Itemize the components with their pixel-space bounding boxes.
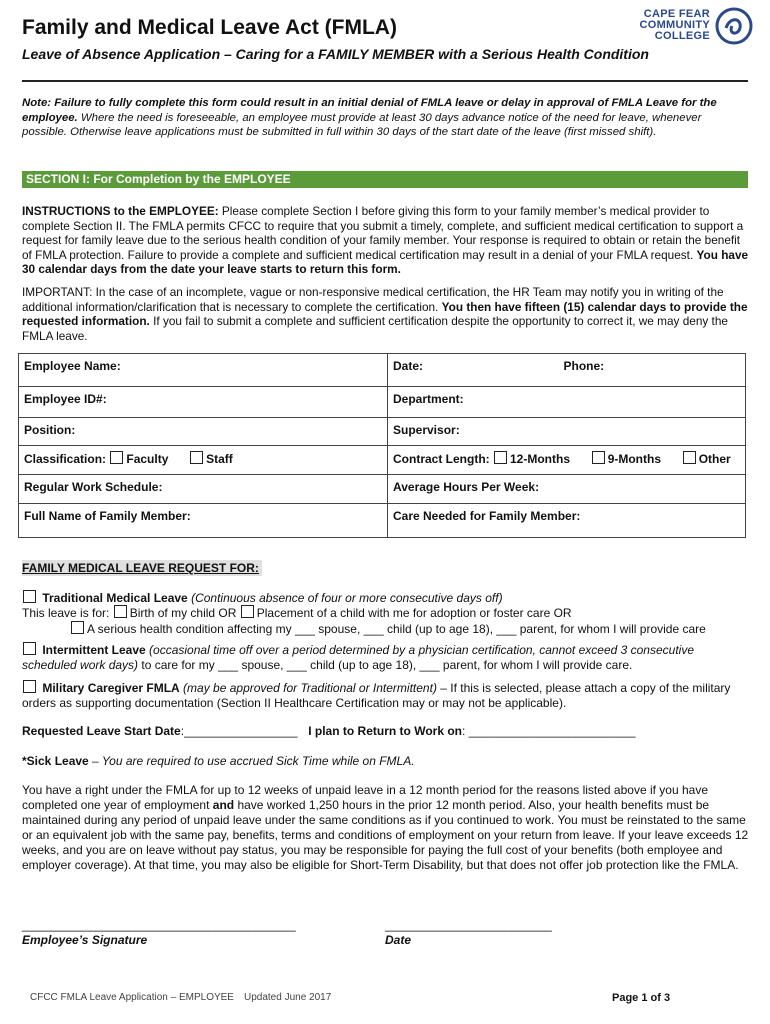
employee-id-label: Employee ID#: (24, 392, 107, 406)
traditional-leave-checkbox[interactable] (23, 590, 36, 603)
position-cell[interactable] (19, 418, 388, 446)
logo-emblem-icon (714, 6, 754, 46)
rights-part-2: have worked 1,250 hours in the prior 12 month period. Also, your health benefits must be maintained during any period of unpaid leave under the same conditions as if you continued to work. You must be reinstated to the same or an equivalent job with the same pay, benefits, terms and conditions of employment on your return from leave. If your leave exceeds 12 weeks, and you are on leave without pay status, you may be responsible for paying the full cost of your benefits (both employee and employer coverage). At that time, you may also be eligible for Short-Term Disability, but that does not offer job protection like the FMLA. (22, 798, 749, 872)
signature-date-label: Date (385, 933, 412, 947)
return-date-label: I plan to Return to Work on (308, 724, 462, 738)
department-label: Department: (393, 392, 464, 406)
instructions-paragraph (22, 204, 750, 277)
intermittent-leave-block (22, 642, 752, 672)
classification-cell (19, 446, 388, 475)
other-label: Other (698, 452, 731, 466)
supervisor-label: Supervisor: (393, 423, 460, 437)
footer-form-name: CFCC FMLA Leave Application – EMPLOYEE (30, 992, 234, 1003)
intermittent-leave-tail: to care for my ___ spouse, ___ child (up to age 18), ___ parent, for whom I will provide care. (138, 657, 633, 672)
signature-label: Employee’s Signature (22, 933, 148, 947)
sick-leave-desc: – You are required to use accrued Sick Time while on FMLA. (88, 754, 415, 768)
rights-and: and (212, 798, 235, 812)
college-logo (614, 6, 754, 52)
faculty-checkbox[interactable] (110, 451, 123, 464)
serious-health-label: A serious health condition affecting my ___ spouse, ___ child (up to age 18), ___ parent, for whom I will provide care (87, 622, 706, 636)
signature-date-line[interactable]: _________________________ (385, 918, 552, 932)
intermittent-leave-checkbox[interactable] (23, 642, 36, 655)
12-months-checkbox[interactable] (494, 451, 507, 464)
instructions-lead: INSTRUCTIONS to the EMPLOYEE: (22, 204, 219, 218)
leave-for-line (22, 605, 752, 621)
military-caregiver-block (22, 680, 752, 710)
contract-length-cell (388, 446, 746, 475)
note-bold: Note: Failure to fully complete this form could result in an initial denial of FMLA leave or delay in approval of FMLA Leave for the employee. (22, 97, 717, 124)
sick-leave-label: *Sick Leave (22, 754, 89, 768)
work-schedule-cell[interactable] (19, 475, 388, 504)
care-needed-cell[interactable] (388, 504, 746, 538)
phone-label: Phone: (563, 359, 605, 373)
serious-health-checkbox[interactable] (71, 621, 84, 634)
rights-part-1: You have a right under the FMLA for up to 12 weeks of unpaid leave in a 12 month period for the reasons listed above if you have completed one year of employment (22, 783, 708, 812)
sick-leave-line (22, 754, 752, 769)
family-member-cell[interactable] (19, 504, 388, 538)
important-start: IMPORTANT: In the case of an incomplete, vague or non-responsive medical certification, the HR Team may notify you in writing of the additional information/clarification that is necessary to complete the certification. (22, 285, 724, 314)
important-end: If you fail to submit a complete and sufficient certification despite the opportunity to correct it, we may deny the FMLA leave. (22, 314, 728, 343)
avg-hours-label: Average Hours Per Week: (393, 480, 540, 494)
placement-checkbox[interactable] (241, 605, 254, 618)
header-divider (22, 80, 748, 82)
page-number: Page 1 of 3 (612, 992, 671, 1004)
9-months-label: 9-Months (607, 452, 662, 466)
avg-hours-cell[interactable] (388, 475, 746, 504)
work-schedule-label: Regular Work Schedule: (24, 480, 163, 494)
return-date-field[interactable]: : _________________________ (462, 724, 636, 738)
birth-checkbox[interactable] (114, 605, 127, 618)
intermittent-leave-label: Intermittent Leave (42, 643, 146, 657)
instructions-deadline: You have 30 calendar days from the date your leave starts to return this form. (22, 247, 749, 277)
supervisor-cell[interactable] (388, 418, 746, 446)
traditional-leave-label: Traditional Medical Leave (42, 591, 188, 605)
note-rest: Where the need is foreseeable, an employee must provide at least 30 days advance notice of the need for leave, whenever possible. Otherwise leave applications must be submitted in full within 30 days of the start date of the leave (first missed shift). (22, 111, 702, 139)
page-subtitle: Leave of Absence Application – Caring for a FAMILY MEMBER with a Serious Health Condition (22, 46, 649, 62)
intermittent-leave-desc: (occasional time off over a period determined by a physician certification, cannot exceed 3 consecutive scheduled work days) (22, 643, 694, 672)
military-caregiver-checkbox[interactable] (23, 680, 36, 693)
9-months-checkbox[interactable] (592, 451, 605, 464)
instructions-body: Please complete Section I before giving this form to your family member’s medical provider to complete Section II. The FMLA permits CFCC to require that you submit a timely, complete, and sufficient medical certification to support a request for family leave due to the serious health condition of your family member. Your response is required to obtain or retain the benefit of FMLA protection. Failure to provide a complete and sufficient medical certification may result in a denial of your FMLA request. (22, 204, 744, 262)
12-months-label: 12-Months (510, 452, 570, 466)
logo-line-3: COLLEGE (654, 30, 710, 42)
logo-line-2: COMMUNITY (639, 19, 710, 31)
care-needed-label: Care Needed for Family Member: (393, 509, 581, 523)
department-cell[interactable] (388, 387, 746, 418)
date-phone-cell[interactable] (388, 354, 746, 387)
classification-label: Classification: (24, 452, 107, 466)
leave-request-heading: FAMILY MEDICAL LEAVE REQUEST FOR: (22, 560, 262, 576)
page-title: Family and Medical Leave Act (FMLA) (22, 16, 397, 39)
logo-line-1: CAPE FEAR (643, 8, 710, 20)
employee-name-cell[interactable] (19, 354, 388, 387)
military-caregiver-desc: (may be approved for Traditional or Intermittent) (179, 681, 437, 695)
start-date-label: Requested Leave Start Date (22, 724, 181, 738)
placement-label: Placement of a child with me for adoption or foster care OR (256, 606, 572, 620)
traditional-leave-line (22, 590, 752, 606)
date-label: Date: (393, 359, 424, 373)
footer-updated: Updated June 2017 (244, 992, 332, 1003)
military-caregiver-tail: – If this is selected, please attach a copy of the military orders as supporting documentation (Section II Healthcare Certification may or may not be applicable). (22, 681, 731, 710)
staff-checkbox[interactable] (190, 451, 203, 464)
serious-health-line (70, 621, 760, 637)
start-date-field[interactable]: :_________________ (180, 724, 298, 738)
contract-length-label: Contract Length: (393, 452, 490, 466)
section-1-header: SECTION I: For Completion by the EMPLOYEE (22, 171, 748, 188)
family-member-label: Full Name of Family Member: (24, 509, 191, 523)
staff-label: Staff (206, 452, 233, 466)
leave-for-label: This leave is for: (22, 606, 110, 620)
other-checkbox[interactable] (683, 451, 696, 464)
employee-info-table (18, 353, 746, 538)
faculty-label: Faculty (126, 452, 169, 466)
important-bold: You then have fifteen (15) calendar days to provide the requested information. (22, 299, 748, 329)
employee-id-cell[interactable] (19, 387, 388, 418)
rights-paragraph (22, 783, 752, 873)
position-label: Position: (24, 423, 76, 437)
important-paragraph (22, 285, 750, 343)
military-caregiver-label: Military Caregiver FMLA (42, 681, 180, 695)
note-paragraph (22, 96, 748, 140)
signature-line[interactable]: _________________________________________ (22, 918, 296, 932)
leave-dates-line (22, 724, 752, 739)
employee-name-label: Employee Name: (24, 359, 121, 373)
birth-label: Birth of my child OR (129, 606, 237, 620)
traditional-leave-desc: (Continuous absence of four or more consecutive days off) (187, 591, 503, 605)
